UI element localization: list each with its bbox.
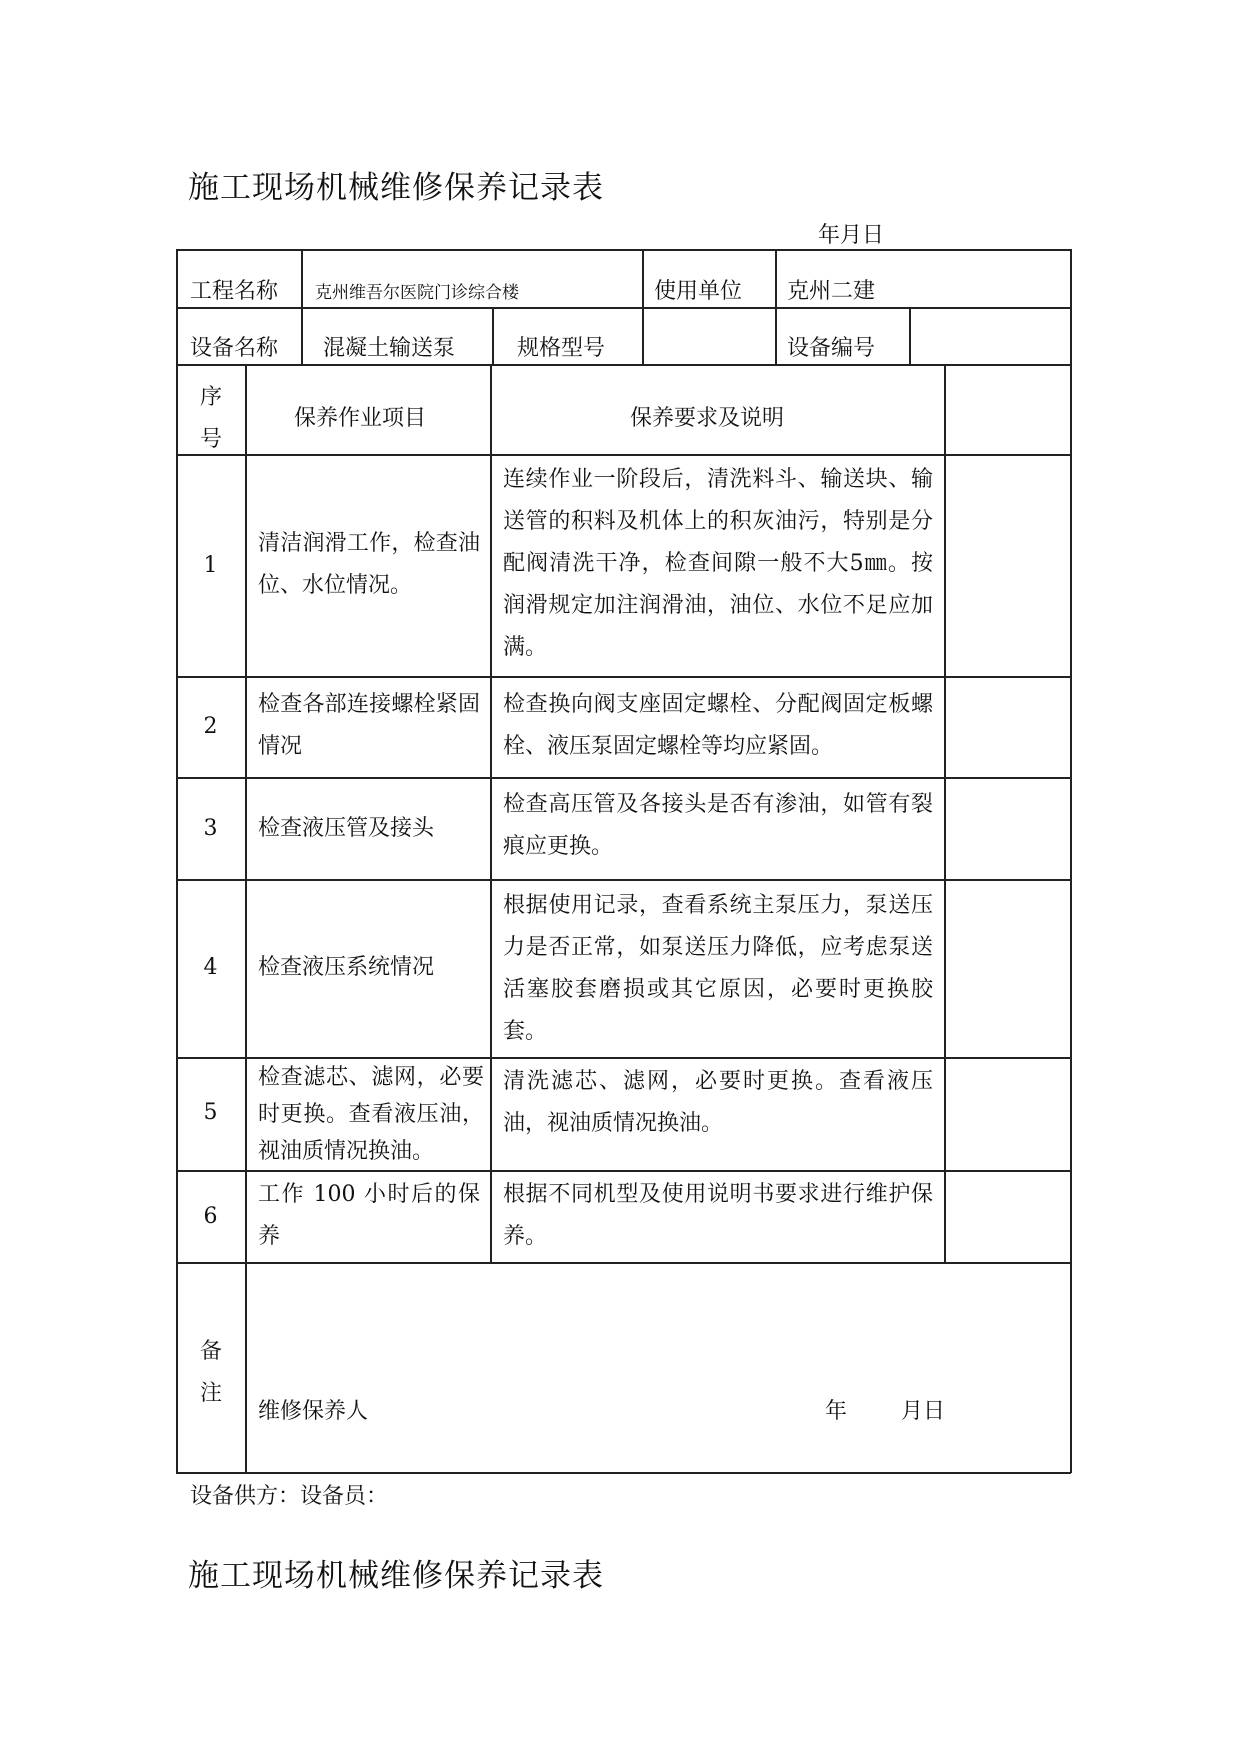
requirement-header: 保养要求及说明 [630,406,785,431]
page-title-2: 施工现场机械维修保养记录表 [188,1558,604,1594]
equipment-name-label: 设备名称 [190,336,279,361]
project-name-label: 工程名称 [190,279,279,304]
maintenance-person-label: 维修保养人 [258,1399,369,1424]
seq-header-line1: 序 [200,385,223,410]
row-3-number: 3 [203,816,218,841]
row-2-number: 2 [203,714,218,739]
row-5-number: 5 [203,1100,218,1125]
row-4-item: 检查液压系统情况 [258,955,435,980]
row-4-requirement: 根据使用记录，查看系统主泵压力，泵送压力是否正常，如泵送压力降低，应考虑泵送活塞胶套磨损或其它原因，必要时更换胶套。 [503,893,933,1044]
row-2-requirement: 检查换向阀支座固定螺栓、分配阀固定板螺栓、液压泵固定螺栓等均应紧固。 [503,692,933,759]
spec-model-label: 规格型号 [517,336,606,361]
row-5-requirement: 清洗滤芯、滤网，必要时更换。查看液压油，视油质情况换油。 [503,1069,933,1136]
page-title: 施工现场机械维修保养记录表 [188,170,604,206]
use-unit-value: 克州二建 [787,279,876,304]
equipment-code-label: 设备编号 [787,336,876,361]
remarks-label-line1: 备 [200,1339,223,1364]
footer-signers: 设备供方：设备员： [190,1484,389,1509]
row-4-number: 4 [203,955,218,980]
row-3-item: 检查液压管及接头 [258,816,435,841]
seq-header-line2: 号 [200,427,223,452]
remarks-monthday-label: 月日 [901,1399,946,1424]
date-label: 年月日 [818,223,885,248]
row-1-requirement: 连续作业一阶段后，清洗料斗、输送块、输送管的积料及机体上的积灰油污，特别是分配阀清洗干净，检查间隙一般不大5㎜。按润滑规定加注润滑油，油位、水位不足应加满。 [503,467,933,660]
row-6-requirement: 根据不同机型及使用说明书要求进行维护保养。 [503,1182,933,1249]
row-2-item: 检查各部连接螺栓紧固情况 [258,692,480,759]
remarks-label-line2: 注 [200,1381,223,1406]
remarks-year-label: 年 [825,1399,848,1424]
row-3-requirement: 检查高压管及各接头是否有渗油，如管有裂痕应更换。 [503,792,933,859]
row-1-item: 清洁润滑工作，检查油位、水位情况。 [258,531,480,598]
row-5-item: 检查滤芯、滤网，必要时更换。查看液压油，视油质情况换油。 [258,1065,484,1164]
row-6-item: 工作 100 小时后的保养 [258,1182,480,1249]
row-6-number: 6 [203,1204,218,1229]
row-1-number: 1 [203,553,218,578]
item-header: 保养作业项目 [294,406,427,431]
use-unit-label: 使用单位 [654,279,743,304]
equipment-name-value: 混凝土输送泵 [323,336,456,361]
project-name-value: 克州维吾尔医院门诊综合楼 [315,283,519,303]
